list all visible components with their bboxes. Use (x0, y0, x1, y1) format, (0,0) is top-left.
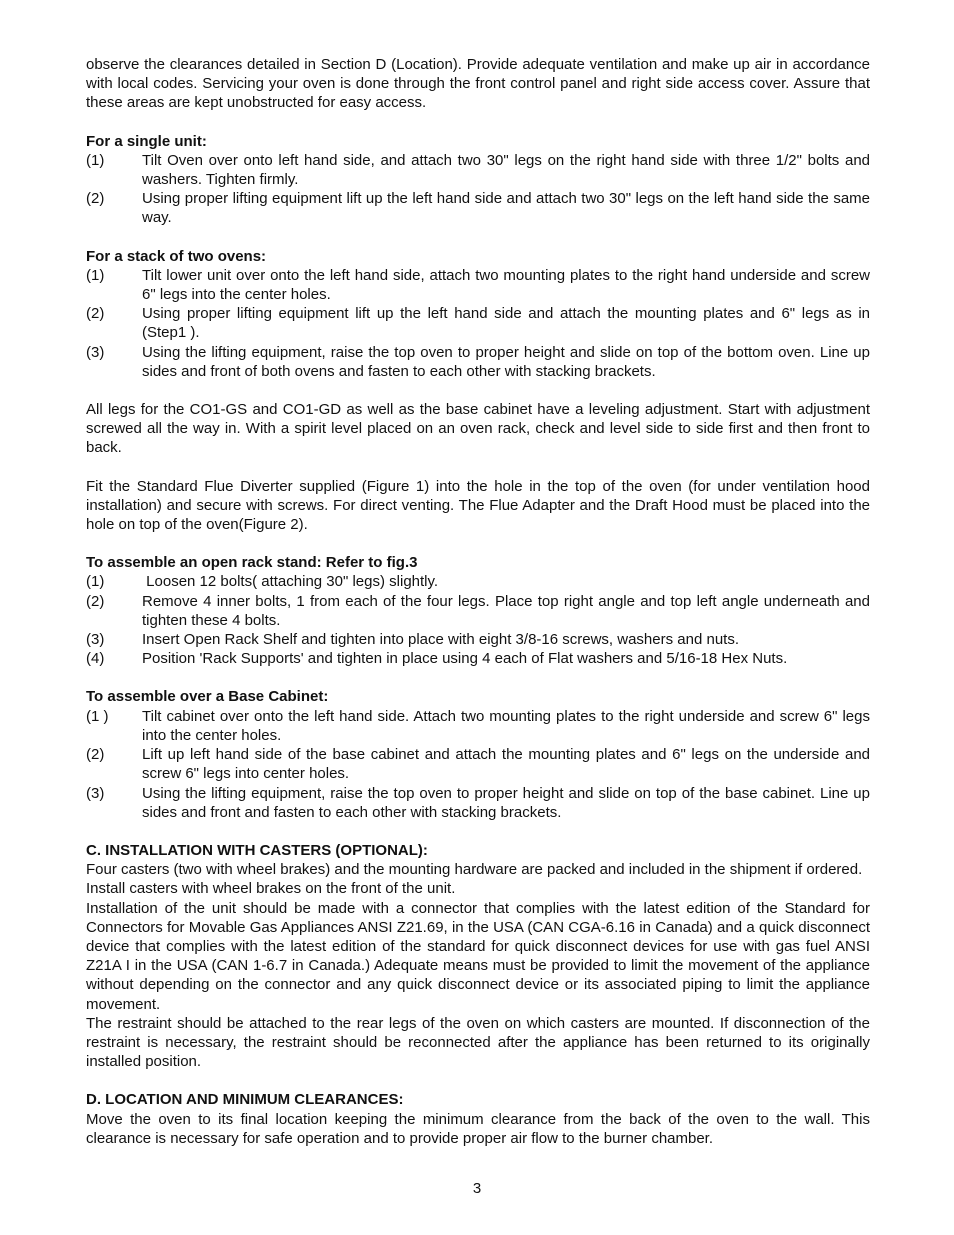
item-text: Using proper lifting equipment lift up the left hand side and attach two 30" legs on the left hand side the same way. (142, 190, 870, 227)
item-number: (3) (86, 784, 105, 802)
list-item (86, 784, 870, 822)
flue-paragraph: Fit the Standard Flue Diverter supplied (Figure 1) into the hole in the top of the oven (for under ventilation hood installation) and secure with screws. For direct venting. The Flue Adapter and the Draft Hood must be placed into the hole on top of the oven(Figure 2). (86, 477, 870, 534)
list-item (86, 189, 870, 227)
location-text: Move the oven to its final location keeping the minimum clearance from the back of the oven to the wall. This clearance is necessary for safe operation and to provide proper air flow to the burner chamber. (86, 1110, 870, 1147)
item-text: Using proper lifting equipment lift up the left hand side and attach the mounting plates and 6" legs as in (Step1 ). (142, 305, 870, 342)
list-item (86, 266, 870, 304)
list-item (86, 592, 870, 630)
single-unit-heading: For a single unit: (86, 132, 207, 150)
item-number: (2) (86, 592, 105, 610)
item-number: (3) (86, 631, 105, 649)
rack-stand-heading: To assemble an open rack stand: Refer to fig.3 (86, 554, 418, 572)
list-item (86, 343, 870, 381)
list-item (86, 649, 870, 668)
casters-line: Install casters with wheel brakes on the front of the unit. (86, 880, 456, 898)
item-number: (2) (86, 305, 105, 323)
item-text: Lift up left hand side of the base cabinet and attach the mounting plates and 6" legs on the underside and screw 6" legs into center holes. (142, 746, 870, 783)
rack-stand-section (86, 553, 870, 668)
item-text: Tilt Oven over onto left hand side, and attach two 30" legs on the right hand side with three 1/2" bolts and washers. Tighten firmly. (142, 151, 870, 189)
item-text: Remove 4 inner bolts, 1 from each of the four legs. Place top right angle and top left angle underneath and tighten these 4 bolts. (142, 592, 870, 629)
legs-paragraph: All legs for the CO1-GS and CO1-GD as well as the base cabinet have a leveling adjustment. Start with adjustment screwed all the way in. With a spirit level placed on an oven rack, check and level side to side first and then front to back. (86, 401, 870, 457)
item-number: (3) (86, 343, 105, 361)
casters-section (86, 841, 870, 1071)
item-number: (1) (86, 573, 105, 591)
location-heading: D. LOCATION AND MINIMUM CLEARANCES: (86, 1091, 404, 1109)
item-text: Insert Open Rack Shelf and tighten into place with eight 3/8-16 screws, washers and nuts. (142, 631, 739, 649)
base-cabinet-heading: To assemble over a Base Cabinet: (86, 688, 329, 706)
item-number: (1) (86, 151, 105, 169)
list-item (86, 151, 870, 189)
item-text: Tilt lower unit over onto the left hand side, attach two mounting plates to the right hand underside and screw 6" legs into the center holes. (142, 266, 870, 304)
item-text: Using the lifting equipment, raise the top oven to proper height and slide on top of the bottom oven. Line up sides and front of both ovens and fasten to each other with stacking brackets. (142, 343, 870, 380)
item-number: (4) (86, 650, 105, 668)
list-item (86, 304, 870, 342)
item-text: Position 'Rack Supports' and tighten in place using 4 each of Flat washers and 5/16-18 Hex Nuts. (142, 650, 788, 668)
list-item (86, 572, 870, 591)
casters-heading: C. INSTALLATION WITH CASTERS (OPTIONAL): (86, 841, 428, 859)
document-page (86, 55, 870, 1148)
casters-line: The restraint should be attached to the rear legs of the oven on which casters are mounted. If disconnection of the restraint is necessary, the restraint should be reconnected after the appliance has been returned to its originally installed position. (86, 1014, 870, 1071)
list-item (86, 745, 870, 783)
item-text: Tilt cabinet over onto the left hand side. Attach two mounting plates to the right underside and screw 6" legs into the center holes. (142, 707, 870, 744)
stack-section (86, 247, 870, 381)
item-text: Loosen 12 bolts( attaching 30" legs) slightly. (142, 573, 439, 591)
list-item (86, 707, 870, 745)
casters-line: Four casters (two with wheel brakes) and the mounting hardware are packed and included in the shipment if ordered. (86, 861, 863, 879)
casters-line: Installation of the unit should be made with a connector that complies with the latest edition of the Standard for Connectors for Movable Gas Appliances ANSI Z21.69, in the USA (CAN CGA-6.16 in Canada) and a quick disconnect device that complies with the latest edition of the standard for quick disconnect devices for use with gas fuel ANSI Z21A I in the USA (CAN 1-6.7 in Canada.) Adequate means must be provided to limit the movement of the appliance without depending on the connector and any quick disconnect device or its associated piping to limit the appliance movement. (86, 899, 870, 1013)
list-item (86, 630, 870, 649)
item-number: (2) (86, 746, 105, 764)
base-cabinet-section (86, 687, 870, 821)
page-number: 3 (472, 1180, 482, 1197)
location-section (86, 1090, 870, 1148)
item-number: (1 ) (86, 707, 109, 725)
item-number: (1) (86, 266, 105, 284)
item-text: Using the lifting equipment, raise the top oven to proper height and slide on top of the base cabinet. Line up sides and front and fasten to each other with stacking brackets. (142, 784, 870, 821)
single-unit-section (86, 132, 870, 228)
item-number: (2) (86, 190, 105, 208)
intro-paragraph: observe the clearances detailed in Section D (Location). Provide adequate ventilation and make up air in accordance with local codes. Servicing your oven is done through the front control panel and right side access cover. Assure that these areas are kept unobstructed for easy access. (86, 56, 870, 112)
stack-heading: For a stack of two ovens: (86, 247, 267, 265)
